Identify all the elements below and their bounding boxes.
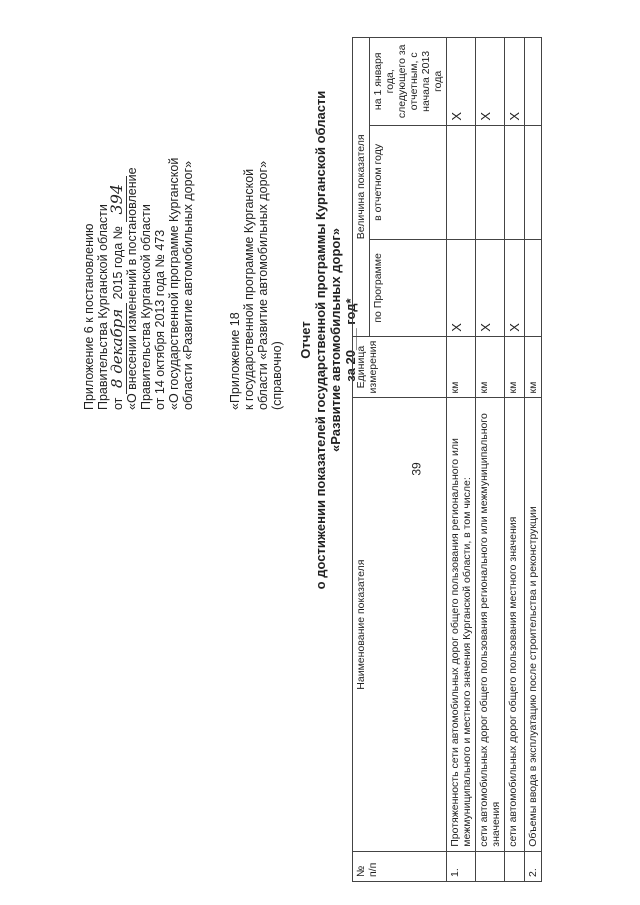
date-suffix: 2015 года № bbox=[111, 225, 125, 300]
cell-name: сети автомобильных дорог общего пользования регионального или межмуниципального значения bbox=[476, 398, 505, 851]
col-header-report-year: в отчетном году bbox=[370, 125, 447, 239]
handwritten-number: 394 bbox=[107, 176, 127, 223]
appendix-header bbox=[228, 30, 284, 410]
cell-name: Протяженность сети автомобильных дорог общего пользования регионального или межмуниципального и местного значения Курганской области, в том числе: bbox=[447, 398, 476, 851]
cell-name: сети автомобильных дорог общего пользования местного значения bbox=[505, 398, 525, 851]
resolution-header bbox=[82, 30, 195, 410]
header-line: «О государственной программе Курганской bbox=[167, 157, 181, 410]
cell-num: 1. bbox=[447, 851, 476, 881]
header-line: «О внесении изменений в постановление bbox=[125, 167, 139, 410]
cell-unit: км bbox=[447, 336, 476, 398]
cell-num: 2. bbox=[525, 851, 542, 881]
table-row bbox=[476, 38, 505, 882]
appendix-line: к государственной программе Курганской bbox=[242, 168, 256, 410]
header-line: области «Развитие автомобильных дорог» bbox=[181, 160, 195, 410]
cell-num bbox=[476, 851, 505, 881]
title-line: «Развитие автомобильных дорог» bbox=[328, 228, 343, 452]
page-number: 39 bbox=[409, 462, 424, 476]
cell-name: Объемы ввода в эксплуатацию после строительства и реконструкции bbox=[525, 398, 542, 851]
cell-unit: км bbox=[476, 336, 505, 398]
header-date-line bbox=[107, 30, 126, 410]
table-row bbox=[447, 38, 476, 882]
handwritten-date: 8 декабря bbox=[108, 303, 127, 394]
indicators-table bbox=[352, 37, 542, 882]
date-prefix: от bbox=[111, 397, 125, 410]
col-header-jan1: на 1 января года, следующего за отчетным, с начала 2013 года bbox=[370, 38, 447, 126]
title-line: Отчет bbox=[298, 321, 313, 359]
cell-report-year bbox=[505, 125, 525, 239]
cell-jan1: Х bbox=[505, 38, 525, 126]
col-header-name: Наименование показателя bbox=[353, 398, 447, 851]
cell-report-year bbox=[447, 125, 476, 239]
header-line: Приложение 6 к постановлению bbox=[82, 223, 96, 410]
cell-num bbox=[505, 851, 525, 881]
table-row bbox=[505, 38, 525, 882]
header-line: Правительства Курганской области bbox=[96, 204, 110, 410]
cell-report-year bbox=[476, 125, 505, 239]
table-row bbox=[525, 38, 542, 882]
cell-jan1: Х bbox=[476, 38, 505, 126]
col-header-num: № п/п bbox=[353, 851, 447, 881]
cell-program: Х bbox=[476, 240, 505, 337]
title-line: о достижении показателей государственной программы Курганской области bbox=[313, 90, 328, 590]
cell-program bbox=[525, 240, 542, 337]
appendix-line: области «Развитие автомобильных дорог» bbox=[256, 160, 270, 410]
cell-jan1: Х bbox=[447, 38, 476, 126]
title-line: за 20___ год* bbox=[343, 298, 358, 382]
cell-program: Х bbox=[505, 240, 525, 337]
cell-jan1 bbox=[525, 38, 542, 126]
report-title bbox=[298, 80, 358, 600]
rotated-page-content bbox=[40, 10, 600, 890]
header-line: от 14 октября 2013 года № 473 bbox=[153, 229, 167, 410]
cell-unit: км bbox=[505, 336, 525, 398]
col-header-value-group: Величина показателя bbox=[353, 38, 370, 337]
cell-unit: км bbox=[525, 336, 542, 398]
cell-report-year bbox=[525, 125, 542, 239]
cell-program: Х bbox=[447, 240, 476, 337]
appendix-line: «Приложение 18 bbox=[228, 312, 242, 410]
col-header-unit: Единица измерения bbox=[353, 336, 447, 398]
appendix-line: (справочно) bbox=[270, 341, 284, 410]
col-header-program: по Программе bbox=[370, 240, 447, 337]
header-line: Правительства Курганской области bbox=[139, 204, 153, 410]
